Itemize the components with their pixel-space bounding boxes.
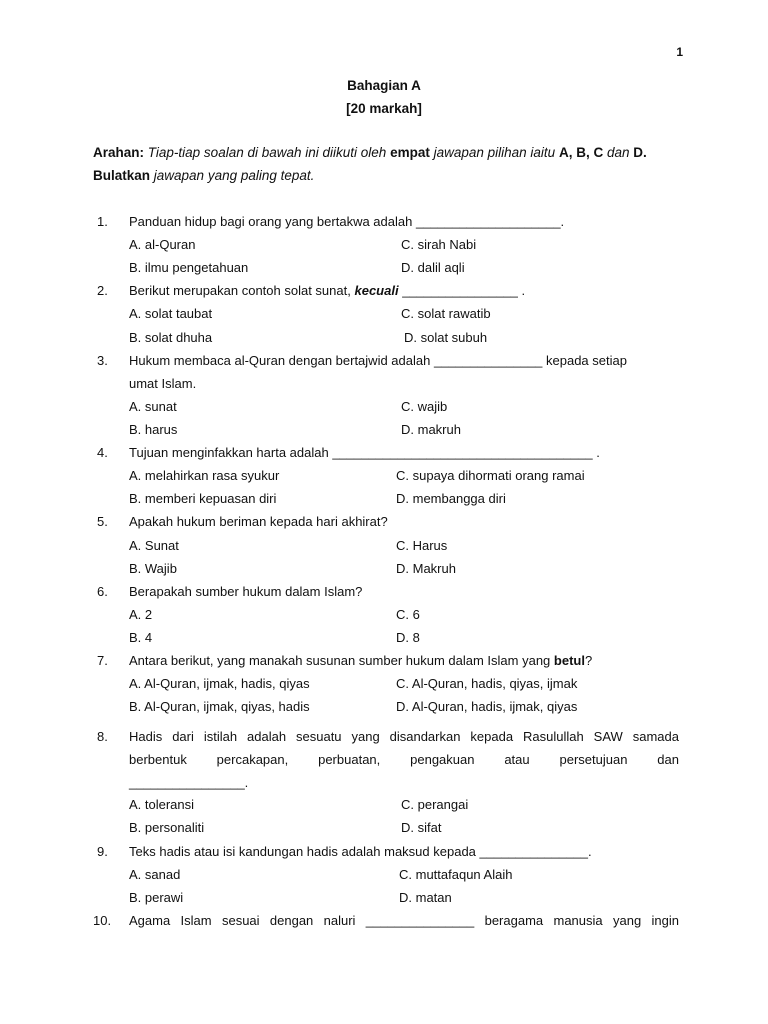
- option-c[interactable]: C. solat rawatib: [401, 306, 491, 321]
- instructions-bold-d: D.: [633, 145, 647, 160]
- question-text: Apakah hukum beriman kepada hari akhirat?: [129, 514, 388, 529]
- option-d[interactable]: D. Makruh: [396, 561, 456, 576]
- option-d[interactable]: D. Al-Quran, hadis, ijmak, qiyas: [396, 699, 578, 714]
- question-number: 5.: [97, 514, 108, 529]
- option-b[interactable]: B. perawi: [129, 890, 184, 905]
- option-a[interactable]: A. Al-Quran, ijmak, hadis, qiyas: [129, 676, 310, 691]
- option-b[interactable]: B. solat dhuha: [129, 330, 213, 345]
- question-emphasis: kecuali: [354, 283, 399, 298]
- instructions-text-1: Tiap-tiap soalan di bawah ini diikuti oleh: [147, 145, 387, 160]
- option-c[interactable]: C. supaya dihormati orang ramai: [396, 468, 585, 483]
- option-b[interactable]: B. ilmu pengetahuan: [129, 260, 249, 275]
- instructions-bold-abc: A, B, C: [558, 145, 604, 160]
- option-c[interactable]: C. wajib: [401, 399, 448, 414]
- question-text: Teks hadis atau isi kandungan hadis adalah maksud kepada _______________.: [129, 844, 592, 859]
- instructions-label: Arahan:: [93, 145, 145, 160]
- instructions-text-4: jawapan yang paling tepat.: [153, 168, 315, 183]
- question-text: Hadis dari istilah adalah sesuatu yang disandarkan kepada Rasulullah SAW samada: [129, 729, 679, 744]
- question-text-continued: umat Islam.: [129, 376, 197, 391]
- option-a[interactable]: A. solat taubat: [129, 306, 213, 321]
- option-a[interactable]: A. toleransi: [129, 797, 195, 812]
- instructions-text-2: jawapan pilihan iaitu: [433, 145, 556, 160]
- question-text: Berapakah sumber hukum dalam Islam?: [129, 584, 363, 599]
- question-number: 2.: [97, 283, 108, 298]
- question-text: Panduan hidup bagi orang yang bertakwa adalah ____________________.: [129, 214, 565, 229]
- option-c[interactable]: C. sirah Nabi: [401, 237, 477, 252]
- option-a[interactable]: A. sanad: [129, 867, 181, 882]
- option-a[interactable]: A. 2: [129, 607, 153, 622]
- question-text: [129, 283, 525, 298]
- option-b[interactable]: B. Al-Quran, ijmak, qiyas, hadis: [129, 699, 310, 714]
- option-a[interactable]: A. al-Quran: [129, 237, 196, 252]
- option-d[interactable]: D. 8: [396, 630, 420, 645]
- option-d[interactable]: D. dalil aqli: [401, 260, 465, 275]
- question-text-continued: berbentuk percakapan, perbuatan, pengakuan atau persetujuan dan: [129, 752, 679, 767]
- option-b[interactable]: B. personaliti: [129, 820, 205, 835]
- option-c[interactable]: C. Al-Quran, hadis, qiyas, ijmak: [396, 676, 578, 691]
- section-marks: [20 markah]: [346, 101, 422, 116]
- question-text-part: Antara berikut, yang manakah susunan sumber hukum dalam Islam yang: [129, 653, 551, 668]
- option-d[interactable]: D. solat subuh: [404, 330, 488, 345]
- option-a[interactable]: A. Sunat: [129, 538, 179, 553]
- question-number: 9.: [97, 844, 108, 859]
- option-c[interactable]: C. perangai: [401, 797, 469, 812]
- question-text: Tujuan menginfakkan harta adalah ____________________________________ .: [129, 445, 600, 460]
- page-number: 1: [676, 45, 683, 59]
- option-b[interactable]: B. harus: [129, 422, 178, 437]
- question-text: Agama Islam sesuai dengan naluri _______________ beragama manusia yang ingin: [129, 913, 679, 928]
- question-text-blank: ________________.: [129, 775, 249, 790]
- question-number: 8.: [97, 729, 108, 744]
- question-number: 7.: [97, 653, 108, 668]
- option-d[interactable]: D. makruh: [401, 422, 461, 437]
- instructions-bold-bulatkan: Bulatkan: [93, 168, 151, 183]
- question-number: 1.: [97, 214, 108, 229]
- question-number: 6.: [97, 584, 108, 599]
- question-text-part: ________________ .: [402, 283, 526, 298]
- question-text: Hukum membaca al-Quran dengan bertajwid adalah _______________ kepada setiap: [129, 353, 627, 368]
- option-d[interactable]: D. sifat: [401, 820, 442, 835]
- section-title: Bahagian A: [347, 78, 421, 93]
- option-b[interactable]: B. Wajib: [129, 561, 177, 576]
- option-d[interactable]: D. membangga diri: [396, 491, 506, 506]
- question-text-part: ?: [584, 653, 593, 668]
- option-a[interactable]: A. melahirkan rasa syukur: [129, 468, 280, 483]
- question-number: 3.: [97, 353, 108, 368]
- question-emphasis: betul: [553, 653, 585, 668]
- question-number: 10.: [93, 913, 112, 928]
- option-b[interactable]: B. 4: [129, 630, 153, 645]
- option-c[interactable]: C. muttafaqun Alaih: [399, 867, 513, 882]
- option-a[interactable]: A. sunat: [129, 399, 177, 414]
- question-text: [129, 653, 592, 668]
- option-c[interactable]: C. Harus: [396, 538, 448, 553]
- option-c[interactable]: C. 6: [396, 607, 420, 622]
- option-d[interactable]: D. matan: [399, 890, 452, 905]
- option-b[interactable]: B. memberi kepuasan diri: [129, 491, 277, 506]
- question-number: 4.: [97, 445, 108, 460]
- instructions: [93, 141, 693, 187]
- question-text-part: Berikut merupakan contoh solat sunat,: [129, 283, 351, 298]
- instructions-text-3: dan: [607, 145, 630, 160]
- instructions-bold-empat: empat: [390, 145, 430, 160]
